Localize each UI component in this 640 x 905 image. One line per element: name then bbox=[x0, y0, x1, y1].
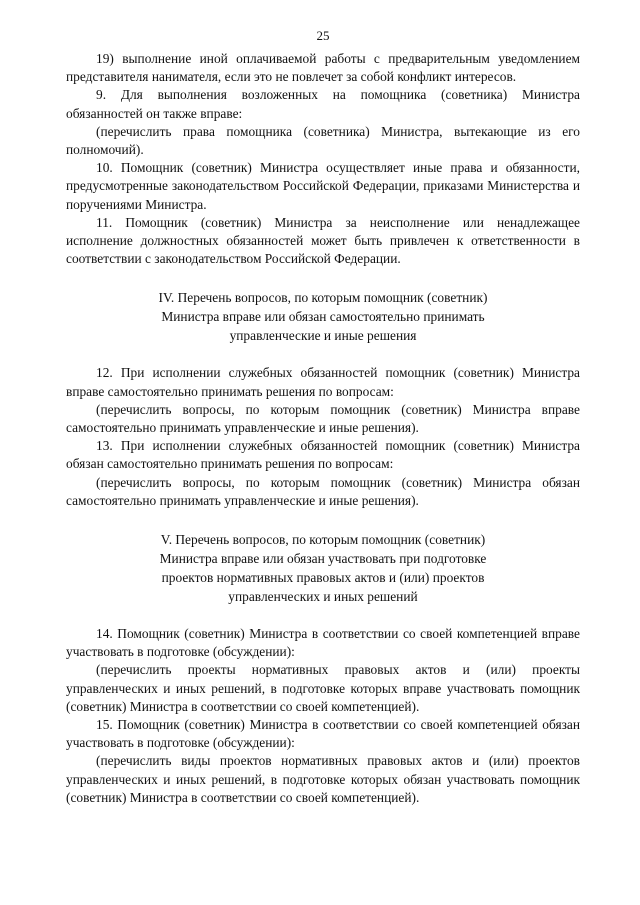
section-heading-line: управленческих и иных решений bbox=[228, 589, 418, 605]
paragraph-9: 9. Для выполнения возложенных на помощника (советника) Министра обязанностей он также вправе: bbox=[66, 87, 580, 121]
section-heading-line: IV. Перечень вопросов, по которым помощник (советник) bbox=[158, 290, 488, 306]
paragraph-14: 14. Помощник (советник) Министра в соответствии со своей компетенцией вправе участвовать в подготовке (обсуждении): bbox=[66, 626, 580, 660]
paragraph-11: 11. Помощник (советник) Министра за неисполнение или ненадлежащее исполнение должностных обязанностей может быть привлечен к ответственности в соответствии с законодательством Российской Федерации. bbox=[66, 214, 580, 267]
paragraph-item-19: 19) выполнение иной оплачиваемой работы с предварительным уведомлением представителя нанимателя, если это не повлечет за собой конфликт интересов. bbox=[66, 51, 580, 85]
paragraph-10: 10. Помощник (советник) Министра осуществляет иные права и обязанности, предусмотренные законодательством Российской Федерации, приказами Министерства и поручениями Министра. bbox=[66, 160, 580, 212]
section-heading-line: Министра вправе или обязан самостоятельно принимать bbox=[161, 309, 485, 325]
section-heading-line: управленческие и иные решения bbox=[229, 328, 417, 344]
paragraph-12: 12. При исполнении служебных обязанностей помощник (советник) Министра вправе самостоятельно принимать решения по вопросам: bbox=[66, 365, 580, 399]
section-heading-line: V. Перечень вопросов, по которым помощник (советник) bbox=[160, 532, 486, 548]
section-heading-v bbox=[66, 530, 580, 606]
paragraph-14-placeholder: (перечислить проекты нормативных правовых актов и (или) проекты управленческих и иных решений, в подготовке которых вправе участвовать помощник (советник) Министра в соответствии со своей компетенцией). bbox=[66, 662, 580, 714]
paragraph-12-placeholder: (перечислить вопросы, по которым помощник (советник) Министра вправе самостоятельно принимать управленческие и иные решения). bbox=[66, 401, 580, 436]
paragraph-13: 13. При исполнении служебных обязанностей помощник (советник) Министра обязан самостоятельно принимать решения по вопросам: bbox=[66, 438, 580, 472]
paragraph-13-placeholder: (перечислить вопросы, по которым помощник (советник) Министра обязан самостоятельно принимать управленческие и иные решения). bbox=[66, 474, 580, 508]
paragraph-9-placeholder: (перечислить права помощника (советника) Министра, вытекающие из его полномочий). bbox=[66, 123, 580, 158]
paragraph-15: 15. Помощник (советник) Министра в соответствии со своей компетенцией обязан участвовать в подготовке (обсуждении): bbox=[66, 717, 580, 751]
page-number: 25 bbox=[316, 28, 330, 43]
section-heading-iv bbox=[66, 288, 580, 345]
document-body bbox=[66, 50, 580, 807]
paragraph-15-placeholder: (перечислить виды проектов нормативных правовых актов и (или) проектов управленческих и иных решений, в подготовке которых обязан участвовать помощник (советник) Министра в соответствии со своей компетенцией). bbox=[66, 753, 580, 805]
section-heading-line: Министра вправе или обязан участвовать при подготовке bbox=[159, 551, 487, 567]
section-heading-line: проектов нормативных правовых актов и (или) проектов bbox=[161, 570, 485, 586]
